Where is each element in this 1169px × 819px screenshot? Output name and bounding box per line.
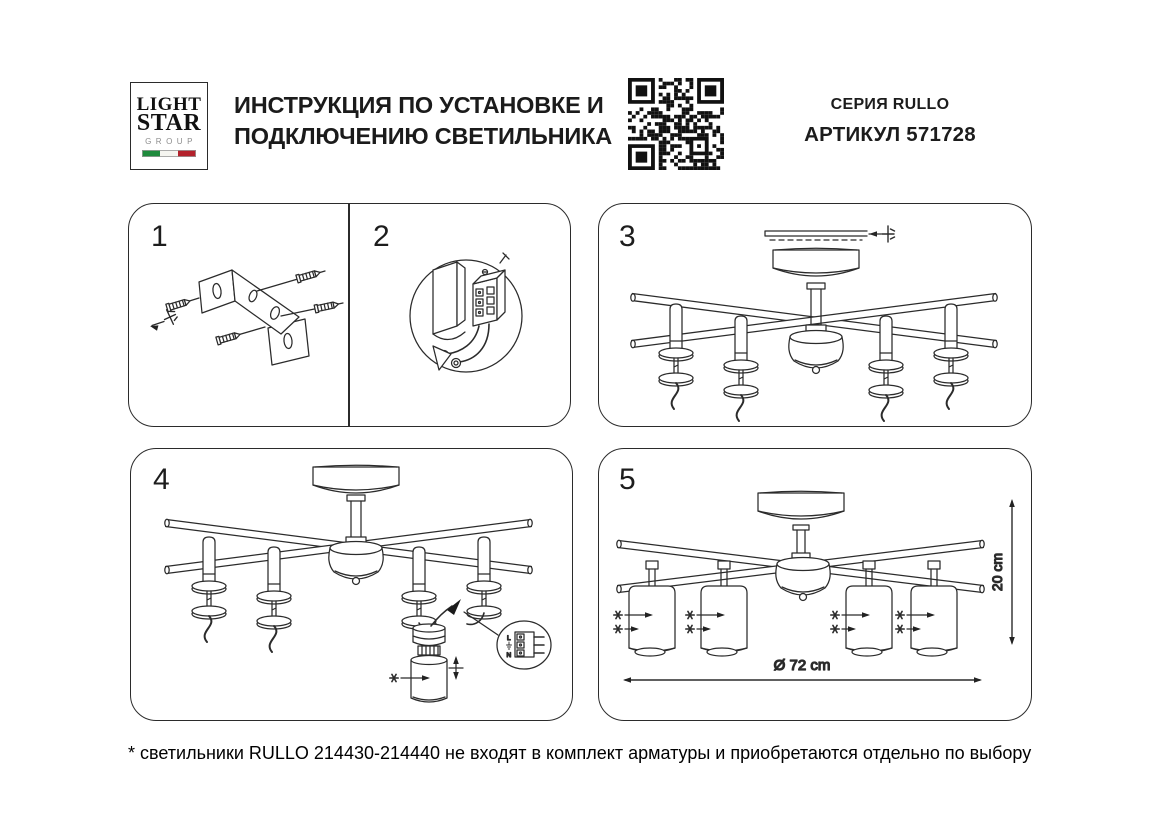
assembled-fixture-diagram bbox=[599, 449, 1033, 722]
lamp-adapter-drawing bbox=[411, 624, 447, 702]
height-dimension bbox=[989, 499, 1015, 645]
screw-icon bbox=[449, 656, 463, 680]
terminal-detail-circle bbox=[497, 621, 551, 669]
terminal-live-label: L bbox=[507, 635, 511, 642]
hub bbox=[789, 331, 843, 374]
qr-code-icon bbox=[628, 78, 724, 170]
canopy bbox=[773, 248, 859, 276]
product-info bbox=[790, 96, 990, 147]
logo-word-light: LIGHT bbox=[136, 93, 202, 115]
step-number-5: 5 bbox=[619, 463, 636, 496]
page-title bbox=[234, 90, 612, 152]
mounting-bar bbox=[765, 231, 867, 240]
title-line-1: ИНСТРУКЦИЯ ПО УСТАНОВКЕ И bbox=[234, 92, 604, 118]
title-line-2: ПОДКЛЮЧЕНИЮ СВЕТИЛЬНИКА bbox=[234, 123, 612, 149]
frame-ceiling-mount-diagram bbox=[599, 204, 1033, 428]
lamp-connection-diagram bbox=[131, 449, 574, 722]
logo-word-star: STAR bbox=[136, 109, 202, 136]
bracket-and-wiring-diagram bbox=[129, 204, 572, 428]
logo-word-group: GROUP bbox=[145, 136, 197, 146]
step-panel-5 bbox=[598, 448, 1032, 721]
screw-icon bbox=[149, 307, 179, 331]
italian-flag-icon bbox=[142, 150, 196, 157]
diameter-dimension bbox=[623, 657, 982, 683]
mounting-strap-drawing bbox=[166, 269, 343, 365]
step-number-2: 2 bbox=[373, 220, 390, 253]
hub bbox=[776, 558, 830, 601]
canopy bbox=[313, 465, 399, 493]
step-number-4: 4 bbox=[153, 463, 170, 496]
step-panel-4 bbox=[130, 448, 573, 721]
terminal-neutral-label: N bbox=[506, 652, 512, 659]
lightstar-logo bbox=[130, 82, 208, 170]
hub bbox=[329, 542, 383, 585]
stem bbox=[792, 525, 810, 558]
step-number-1: 1 bbox=[151, 220, 168, 253]
step-number-3: 3 bbox=[619, 220, 636, 253]
canopy bbox=[758, 491, 844, 519]
article-label: АРТИКУЛ 571728 bbox=[804, 123, 976, 146]
diameter-dimension-label: Ø 72 cm bbox=[773, 657, 831, 674]
wiring-detail-drawing bbox=[410, 253, 522, 372]
screw-icon bbox=[869, 226, 895, 242]
height-dimension-label: 20 cm bbox=[989, 552, 1005, 592]
step-panel-1-2 bbox=[128, 203, 571, 427]
series-label: СЕРИЯ RULLO bbox=[830, 96, 950, 113]
stem bbox=[346, 495, 366, 543]
step-panel-3 bbox=[598, 203, 1032, 427]
footnote: * светильники RULLO 214430-214440 не входят в комплект арматуры и приобретаются отдельно по выбору bbox=[128, 743, 1032, 763]
